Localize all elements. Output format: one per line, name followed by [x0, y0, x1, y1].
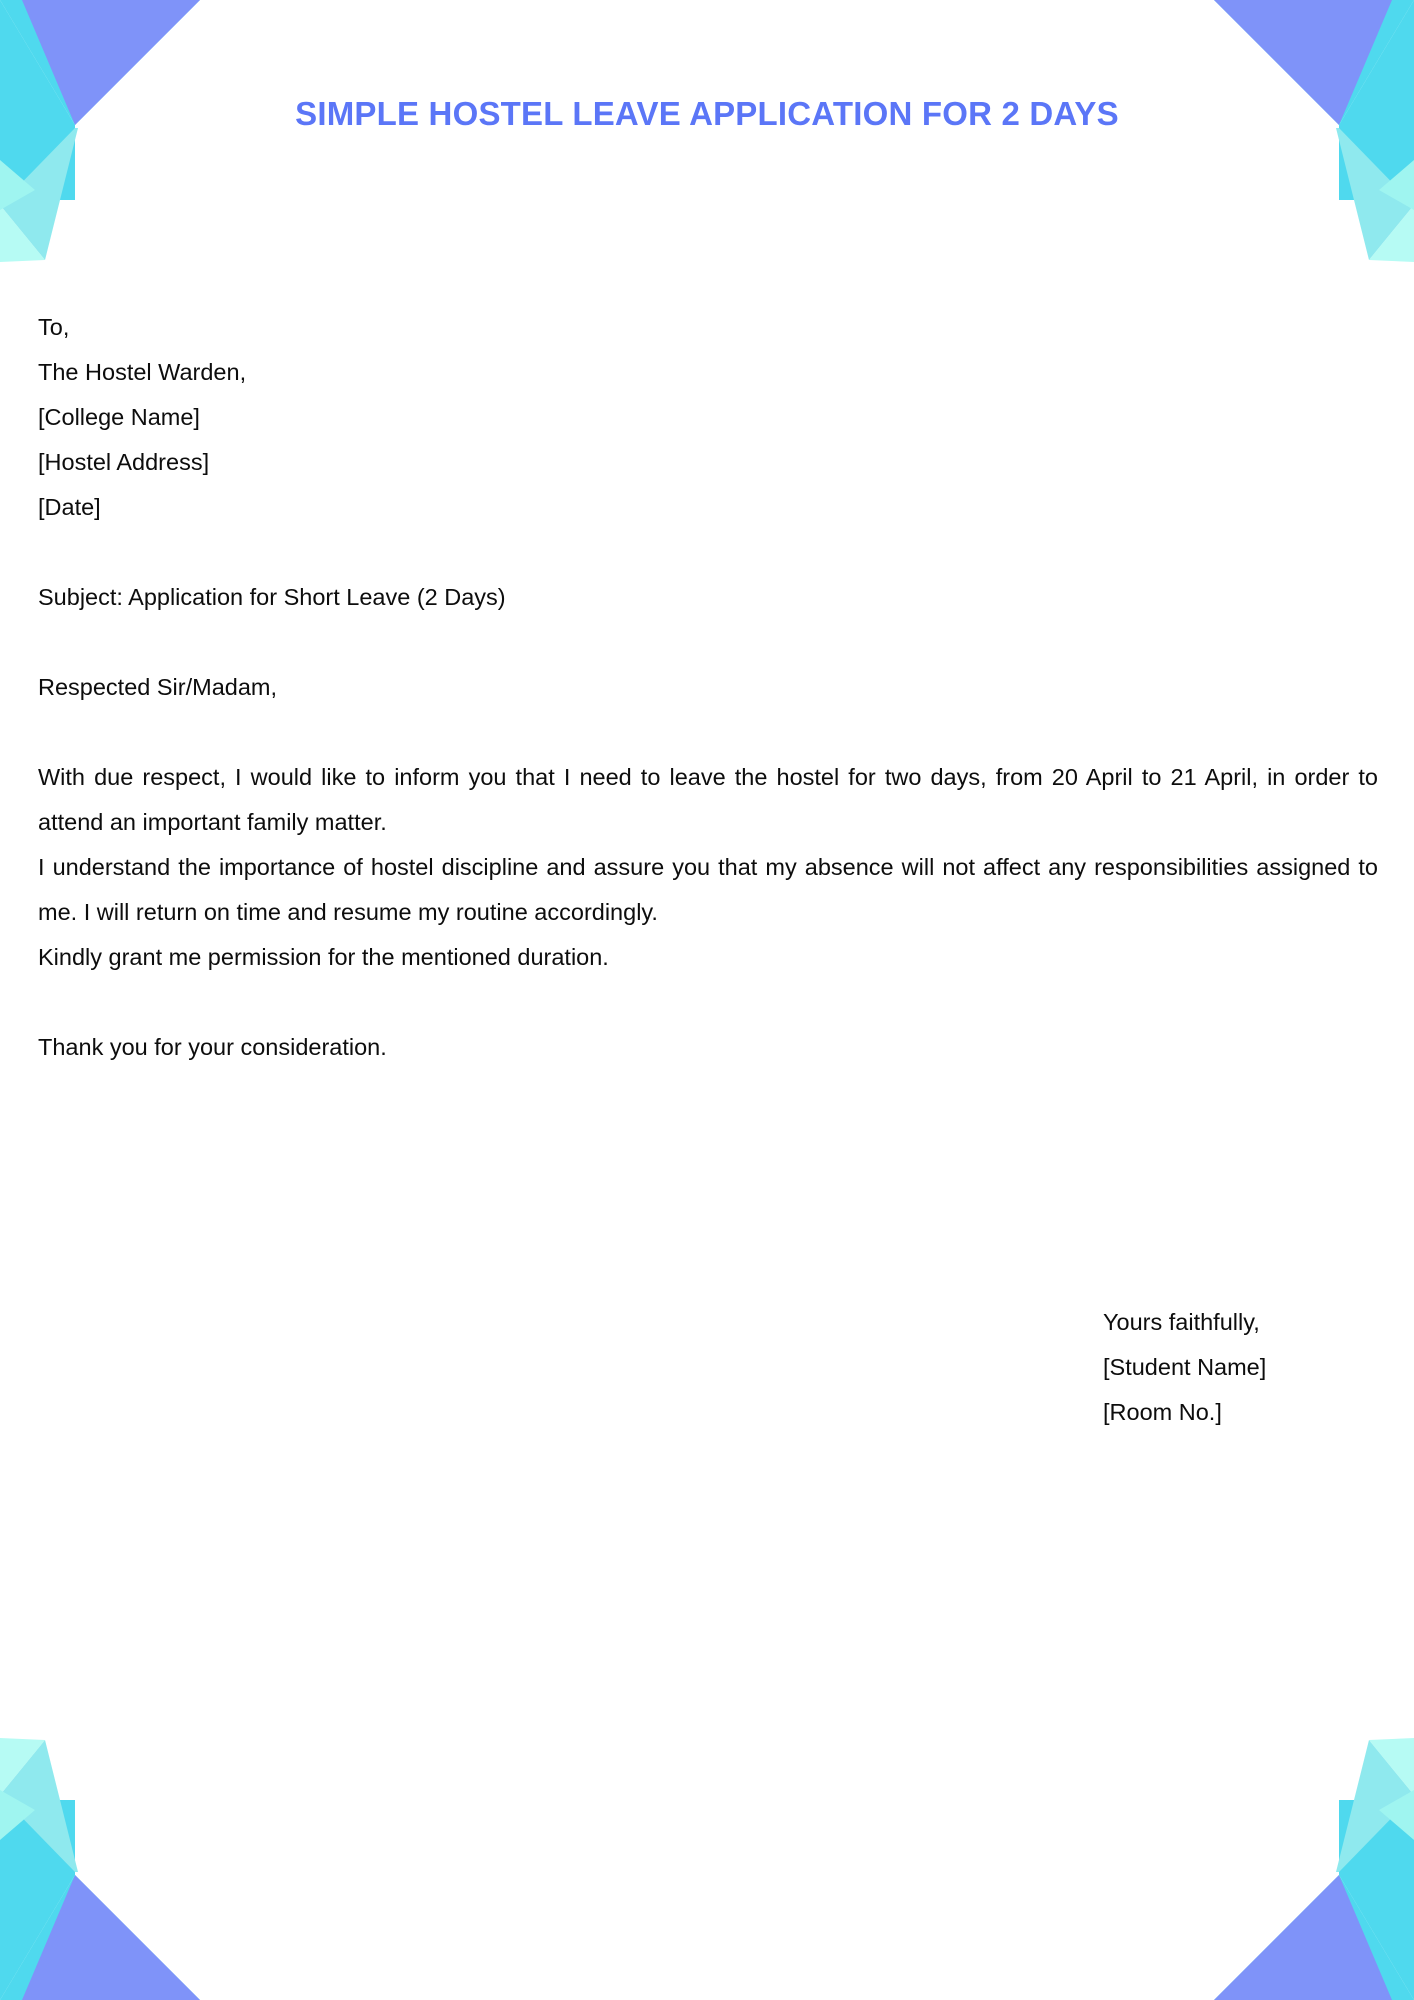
body-paragraph-1: With due respect, I would like to inform you that I need to leave the hostel for two days, from 20 April to 21 April, in order to attend an important family matter. [38, 764, 1378, 835]
subject-line: Subject: Application for Short Leave (2 Days) [38, 584, 506, 610]
corner-decoration-bottom-left [0, 1730, 230, 2000]
recipient-line-college: [College Name] [38, 404, 200, 430]
thanks-line: Thank you for your consideration. [38, 1034, 387, 1060]
recipient-line-warden: The Hostel Warden, [38, 359, 247, 385]
letter-body [38, 305, 1378, 1070]
corner-decoration-top-right [1184, 0, 1414, 270]
corner-decoration-bottom-right [1184, 1730, 1414, 2000]
closing-line-student-name: [Student Name] [1103, 1354, 1267, 1380]
recipient-line-address: [Hostel Address] [38, 449, 210, 475]
body-paragraph-2: I understand the importance of hostel discipline and assure you that my absence will not affect any responsibilities assigned to me. I will return on time and resume my routine accordingly. [38, 854, 1378, 925]
salutation-line: Respected Sir/Madam, [38, 674, 278, 700]
body-paragraph-3: Kindly grant me permission for the mentioned duration. [38, 944, 609, 970]
corner-decoration-top-left [0, 0, 230, 270]
spacer-after-salutation [38, 710, 1378, 755]
recipient-line-date: [Date] [38, 494, 101, 520]
closing-line-room-no: [Room No.] [1103, 1399, 1222, 1425]
recipient-line-to: To, [38, 314, 70, 340]
spacer-before-thanks [38, 980, 1378, 1025]
page-title: SIMPLE HOSTEL LEAVE APPLICATION FOR 2 DAYS [295, 95, 1119, 132]
spacer-after-subject [38, 620, 1378, 665]
closing-block [1103, 1300, 1266, 1435]
spacer-after-recipient [38, 530, 1378, 575]
recipient-block [38, 305, 1378, 530]
closing-line-valediction: Yours faithfully, [1103, 1309, 1260, 1335]
